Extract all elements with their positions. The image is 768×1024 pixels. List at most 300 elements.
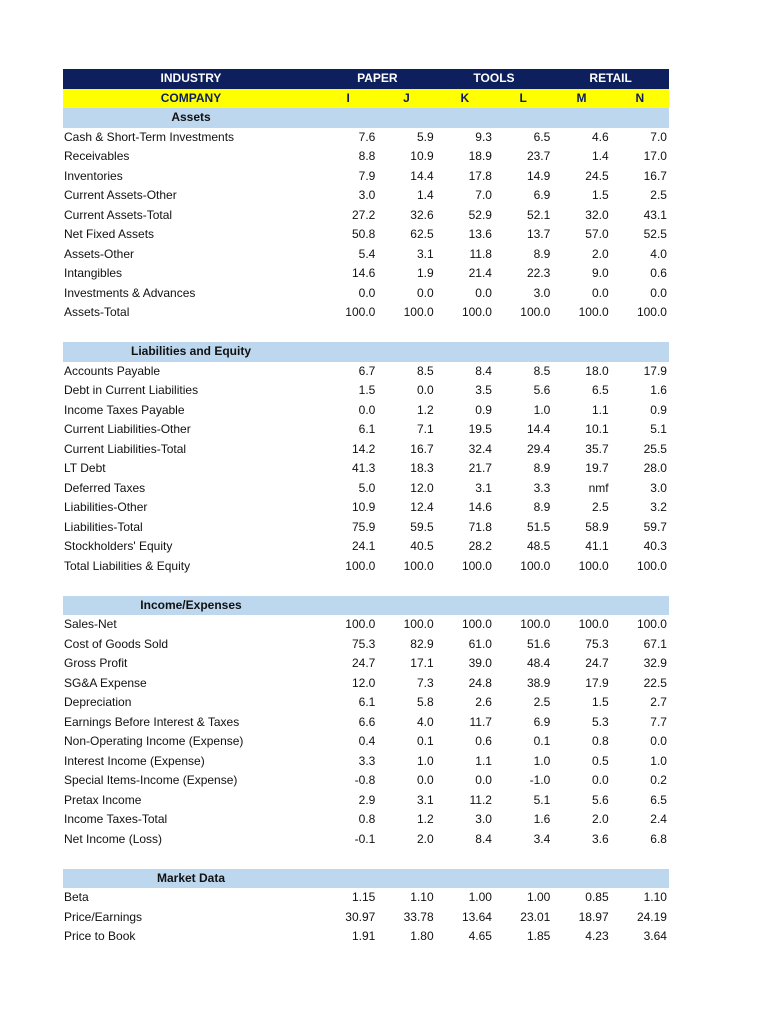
value-cell: 6.9 xyxy=(533,714,551,729)
table-row xyxy=(63,693,669,713)
value-cell: 21.4 xyxy=(468,266,492,280)
value-cell: 24.8 xyxy=(468,675,492,690)
value-cell: 6.8 xyxy=(650,831,667,846)
value-cell: 14.9 xyxy=(526,168,551,183)
value-cell: 3.3 xyxy=(533,480,551,495)
row-label: Assets-Other xyxy=(64,246,135,261)
row-label: Investments & Advances xyxy=(64,285,196,300)
row-label: Price to Book xyxy=(64,929,136,943)
value-cell: 24.5 xyxy=(585,168,609,183)
value-cell: 28.2 xyxy=(468,539,492,553)
industry-label: INDUSTRY xyxy=(160,71,222,85)
value-cell: 1.15 xyxy=(351,890,376,904)
value-cell: 10.9 xyxy=(410,149,434,163)
value-cell: 0.1 xyxy=(416,734,434,748)
value-cell: 6.1 xyxy=(358,422,376,436)
value-cell: 0.6 xyxy=(650,266,667,280)
value-cell: 2.6 xyxy=(475,695,492,709)
value-cell: 5.1 xyxy=(650,422,667,436)
value-cell: 100.0 xyxy=(403,558,434,573)
value-cell: 0.9 xyxy=(650,402,667,417)
value-cell: 1.5 xyxy=(591,188,609,202)
value-cell: 1.5 xyxy=(358,383,376,397)
value-cell: 1.0 xyxy=(650,753,667,768)
row-label: Pretax Income xyxy=(64,792,142,807)
value-cell: 62.5 xyxy=(410,227,434,241)
section-header-blank xyxy=(494,342,552,362)
value-cell: 3.6 xyxy=(591,831,609,846)
value-cell: 52.1 xyxy=(526,207,551,222)
table-row xyxy=(63,498,669,518)
row-label: Total Liabilities & Equity xyxy=(64,558,191,573)
value-cell: 2.5 xyxy=(650,188,667,202)
value-cell: 1.1 xyxy=(475,753,492,768)
value-cell: 41.3 xyxy=(351,461,376,475)
value-cell: -0.1 xyxy=(354,831,376,846)
value-cell: 33.78 xyxy=(403,909,434,924)
value-cell: 5.0 xyxy=(358,480,376,495)
value-cell: 100.0 xyxy=(636,617,667,631)
value-cell: 6.5 xyxy=(650,792,667,807)
value-cell: 23.01 xyxy=(520,909,551,924)
row-label: Earnings Before Interest & Taxes xyxy=(64,714,240,729)
value-cell: 1.4 xyxy=(591,149,609,163)
value-cell: 1.2 xyxy=(416,812,434,826)
value-cell: 32.9 xyxy=(643,656,667,670)
value-cell: 14.4 xyxy=(526,422,551,436)
section-header-blank xyxy=(552,108,610,128)
value-cell: 6.7 xyxy=(358,363,376,378)
row-label: Interest Income (Expense) xyxy=(64,753,205,768)
row-label: Income Taxes-Total xyxy=(64,812,168,826)
section-header xyxy=(63,869,669,889)
value-cell: 1.91 xyxy=(351,929,376,943)
value-cell: 1.85 xyxy=(526,929,551,943)
value-cell: 1.9 xyxy=(416,266,434,280)
value-cell: 2.0 xyxy=(591,246,609,261)
row-label: Gross Profit xyxy=(64,656,128,670)
value-cell: 13.7 xyxy=(526,227,551,241)
value-cell: 11.7 xyxy=(469,714,492,729)
table-row xyxy=(63,303,669,323)
value-cell: 12.0 xyxy=(410,480,434,495)
value-cell: 0.8 xyxy=(358,812,376,826)
table-row xyxy=(63,245,669,265)
value-cell: 0.0 xyxy=(475,285,492,300)
value-cell: 22.3 xyxy=(526,266,551,280)
value-cell: 2.0 xyxy=(416,831,434,846)
value-cell: 59.5 xyxy=(410,519,434,534)
value-cell: 6.6 xyxy=(358,714,376,729)
value-cell: 12.4 xyxy=(410,500,434,514)
value-cell: 100.0 xyxy=(461,558,492,573)
value-cell: 1.6 xyxy=(533,812,551,826)
value-cell: 7.3 xyxy=(416,675,434,690)
value-cell: 2.5 xyxy=(591,500,609,514)
section-header-blank xyxy=(611,596,669,616)
value-cell: 6.1 xyxy=(358,695,376,709)
table-row xyxy=(63,518,669,538)
value-cell: 100.0 xyxy=(403,305,434,319)
section-header-blank xyxy=(552,596,610,616)
value-cell: 3.0 xyxy=(650,480,667,495)
value-cell: 0.2 xyxy=(650,773,667,787)
value-cell: 3.0 xyxy=(533,285,551,300)
table-row xyxy=(63,186,669,206)
value-cell: 16.7 xyxy=(410,441,434,456)
value-cell: 50.8 xyxy=(351,227,376,241)
value-cell: 0.0 xyxy=(475,773,492,787)
industry-group-tools: TOOLS xyxy=(473,71,515,85)
value-cell: 75.3 xyxy=(585,636,609,651)
row-label: Debt in Current Liabilities xyxy=(64,383,199,397)
value-cell: 1.0 xyxy=(416,753,434,768)
row-label: Accounts Payable xyxy=(64,363,161,378)
row-label: Current Liabilities-Total xyxy=(64,441,187,456)
value-cell: 6.5 xyxy=(533,129,551,144)
table-row xyxy=(63,810,669,830)
value-cell: 3.0 xyxy=(358,188,376,202)
value-cell: 0.5 xyxy=(591,753,609,768)
table-row xyxy=(63,713,669,733)
value-cell: 12.0 xyxy=(351,675,376,690)
value-cell: 8.9 xyxy=(533,246,551,261)
value-cell: 7.6 xyxy=(358,129,376,144)
value-cell: 100.0 xyxy=(578,305,609,319)
value-cell: 100.0 xyxy=(403,617,434,631)
row-label: Inventories xyxy=(64,168,123,183)
table-row xyxy=(63,440,669,460)
section-header-blank xyxy=(436,342,494,362)
value-cell: 0.1 xyxy=(533,734,551,748)
table-row xyxy=(63,479,669,499)
value-cell: 82.9 xyxy=(410,636,434,651)
value-cell: 5.6 xyxy=(533,383,551,397)
section-header-blank xyxy=(494,596,552,616)
table-row xyxy=(63,830,669,850)
section-header-blank xyxy=(611,869,669,889)
value-cell: 3.1 xyxy=(475,480,492,495)
table-row xyxy=(63,537,669,557)
value-cell: 10.1 xyxy=(585,422,609,436)
value-cell: 18.97 xyxy=(578,909,609,924)
value-cell: 7.7 xyxy=(650,714,667,729)
row-label: Stockholders' Equity xyxy=(64,539,173,553)
value-cell: 17.9 xyxy=(643,363,667,378)
value-cell: 61.0 xyxy=(468,636,492,651)
table-row xyxy=(63,206,669,226)
section-header-blank xyxy=(319,342,377,362)
table-row xyxy=(63,362,669,382)
value-cell: 1.0 xyxy=(533,753,551,768)
value-cell: 3.5 xyxy=(475,383,492,397)
company-code: I xyxy=(346,90,350,105)
row-label: Intangibles xyxy=(64,266,123,280)
value-cell: 0.6 xyxy=(475,734,492,748)
value-cell: 0.0 xyxy=(650,734,667,748)
value-cell: 2.9 xyxy=(358,792,376,807)
value-cell: 0.0 xyxy=(358,285,376,300)
value-cell: 4.23 xyxy=(585,929,609,943)
table-row xyxy=(63,225,669,245)
company-code: N xyxy=(635,90,645,105)
row-label: Liabilities-Total xyxy=(64,519,143,534)
value-cell: 18.9 xyxy=(468,149,492,163)
value-cell: 17.0 xyxy=(643,149,667,163)
value-cell: 27.2 xyxy=(351,207,376,222)
section-header-blank xyxy=(494,869,552,889)
value-cell: 58.9 xyxy=(585,519,609,534)
company-code: L xyxy=(519,90,527,105)
value-cell: 0.0 xyxy=(416,383,434,397)
section-header-blank xyxy=(552,342,610,362)
value-cell: 1.00 xyxy=(468,890,492,904)
row-label: Depreciation xyxy=(64,695,132,709)
value-cell: 1.0 xyxy=(533,402,551,417)
section-spacer xyxy=(63,576,669,596)
section-header-blank xyxy=(552,869,610,889)
value-cell: -1.0 xyxy=(529,773,551,787)
table-row xyxy=(63,557,669,577)
value-cell: 51.5 xyxy=(526,519,551,534)
row-label: Current Liabilities-Other xyxy=(64,422,191,436)
value-cell: 0.0 xyxy=(416,773,434,787)
value-cell: 100.0 xyxy=(461,305,492,319)
value-cell: 0.0 xyxy=(591,285,609,300)
value-cell: 5.9 xyxy=(416,129,434,144)
sections-container xyxy=(63,108,669,947)
value-cell: 3.1 xyxy=(416,246,434,261)
value-cell: 8.4 xyxy=(475,363,492,378)
row-label: Beta xyxy=(64,890,89,904)
value-cell: 6.5 xyxy=(591,383,609,397)
value-cell: 11.2 xyxy=(469,792,492,807)
value-cell: 3.2 xyxy=(650,500,667,514)
value-cell: 5.8 xyxy=(416,695,434,709)
value-cell: 0.0 xyxy=(358,402,376,417)
value-cell: 32.6 xyxy=(410,207,434,222)
value-cell: 32.0 xyxy=(585,207,609,222)
section-header-blank xyxy=(436,596,494,616)
value-cell: 13.64 xyxy=(461,909,492,924)
value-cell: 3.0 xyxy=(475,812,492,826)
row-label: LT Debt xyxy=(64,461,106,475)
value-cell: 100.0 xyxy=(636,305,667,319)
section-header-blank xyxy=(436,869,494,889)
table-row xyxy=(63,147,669,167)
value-cell: 100.0 xyxy=(520,617,551,631)
value-cell: 21.7 xyxy=(468,461,492,475)
value-cell: 0.9 xyxy=(475,402,492,417)
row-label: Income Taxes Payable xyxy=(64,402,185,417)
value-cell: 16.7 xyxy=(643,168,667,183)
value-cell: 17.9 xyxy=(585,675,609,690)
value-cell: 9.0 xyxy=(591,266,609,280)
value-cell: 24.7 xyxy=(351,656,376,670)
value-cell: 100.0 xyxy=(520,558,551,573)
section-title: Market Data xyxy=(156,870,226,885)
row-label: Sales-Net xyxy=(64,617,117,631)
value-cell: 57.0 xyxy=(585,227,609,241)
value-cell: 7.0 xyxy=(475,188,492,202)
value-cell: 100.0 xyxy=(520,305,551,319)
table-row xyxy=(63,732,669,752)
value-cell: 8.9 xyxy=(533,461,551,475)
value-cell: 9.3 xyxy=(475,129,492,144)
value-cell: 5.3 xyxy=(591,714,609,729)
table-row xyxy=(63,888,669,908)
value-cell: 71.8 xyxy=(468,519,492,534)
value-cell: 4.0 xyxy=(650,246,667,261)
value-cell: 0.8 xyxy=(591,734,609,748)
industry-group-retail: RETAIL xyxy=(589,71,632,85)
value-cell: 100.0 xyxy=(345,305,376,319)
section-header-blank xyxy=(611,342,669,362)
industry-header-row xyxy=(63,69,669,89)
value-cell: 14.4 xyxy=(410,168,434,183)
row-label: Cost of Goods Sold xyxy=(64,636,169,651)
value-cell: 19.7 xyxy=(585,461,609,475)
value-cell: 3.3 xyxy=(358,753,376,768)
table-row xyxy=(63,167,669,187)
table-row xyxy=(63,401,669,421)
section-title: Liabilities and Equity xyxy=(130,344,252,358)
section-header-blank xyxy=(494,108,552,128)
value-cell: 51.6 xyxy=(526,636,551,651)
value-cell: -0.8 xyxy=(354,773,376,787)
value-cell: 5.1 xyxy=(533,792,551,807)
value-cell: 13.6 xyxy=(468,227,492,241)
value-cell: 11.8 xyxy=(469,246,492,261)
value-cell: 52.5 xyxy=(643,227,667,241)
row-label: Deferred Taxes xyxy=(64,480,146,495)
section-spacer xyxy=(63,849,669,869)
company-code: K xyxy=(460,90,470,105)
section-header xyxy=(63,596,669,616)
value-cell: 4.6 xyxy=(591,129,609,144)
value-cell: 0.0 xyxy=(416,285,434,300)
section-spacer xyxy=(63,323,669,343)
company-code: J xyxy=(403,90,410,105)
value-cell: 75.9 xyxy=(351,519,376,534)
section-header-blank xyxy=(319,596,377,616)
section-header-blank xyxy=(319,108,377,128)
value-cell: 1.4 xyxy=(416,188,434,202)
value-cell: 18.0 xyxy=(585,363,609,378)
value-cell: 40.3 xyxy=(643,539,667,553)
table-row xyxy=(63,615,669,635)
value-cell: 1.10 xyxy=(410,890,434,904)
table-row xyxy=(63,674,669,694)
row-label: Current Assets-Total xyxy=(64,207,173,222)
section-header-blank xyxy=(377,869,435,889)
section-title: Assets xyxy=(171,110,211,124)
value-cell: 2.7 xyxy=(650,695,667,709)
value-cell: 18.3 xyxy=(410,461,434,475)
table-row xyxy=(63,771,669,791)
value-cell: 1.10 xyxy=(643,890,667,904)
section-header-blank xyxy=(319,869,377,889)
value-cell: 100.0 xyxy=(578,617,609,631)
section-title: Income/Expenses xyxy=(140,597,242,612)
value-cell: 67.1 xyxy=(643,636,667,651)
value-cell: 3.64 xyxy=(643,929,667,943)
value-cell: 1.5 xyxy=(591,695,609,709)
table-row xyxy=(63,264,669,284)
row-label: Non-Operating Income (Expense) xyxy=(64,734,244,748)
industry-group-paper: PAPER xyxy=(357,71,398,85)
value-cell: 8.9 xyxy=(533,500,551,514)
value-cell: 38.9 xyxy=(526,675,551,690)
value-cell: 17.8 xyxy=(468,168,492,183)
value-cell: 2.4 xyxy=(650,812,667,826)
table-row xyxy=(63,791,669,811)
financial-ratio-table xyxy=(63,69,669,947)
value-cell: 14.2 xyxy=(351,441,376,456)
value-cell: 6.9 xyxy=(533,188,551,202)
table-row xyxy=(63,635,669,655)
value-cell: 14.6 xyxy=(351,266,376,280)
value-cell: 24.7 xyxy=(585,656,609,670)
row-label: Current Assets-Other xyxy=(64,188,177,202)
value-cell: 43.1 xyxy=(643,207,667,222)
value-cell: 32.4 xyxy=(468,441,492,456)
value-cell: 30.97 xyxy=(345,909,376,924)
section-header-blank xyxy=(377,596,435,616)
table-row xyxy=(63,128,669,148)
table-row xyxy=(63,459,669,479)
value-cell: 10.9 xyxy=(351,500,376,514)
table-row xyxy=(63,908,669,928)
section-header-blank xyxy=(377,108,435,128)
value-cell: 8.4 xyxy=(475,831,492,846)
section-header xyxy=(63,342,669,362)
section-header-blank xyxy=(611,108,669,128)
table-row xyxy=(63,420,669,440)
row-label: Assets-Total xyxy=(64,305,130,319)
row-label: SG&A Expense xyxy=(64,675,147,690)
value-cell: 22.5 xyxy=(643,675,667,690)
value-cell: 5.6 xyxy=(591,792,609,807)
value-cell: 35.7 xyxy=(585,441,609,456)
row-label: Price/Earnings xyxy=(64,909,143,924)
row-label: Net Income (Loss) xyxy=(64,831,163,846)
value-cell: 75.3 xyxy=(351,636,376,651)
value-cell: 48.5 xyxy=(526,539,551,553)
row-label: Liabilities-Other xyxy=(64,500,148,514)
value-cell: 25.5 xyxy=(643,441,667,456)
section-header-blank xyxy=(377,342,435,362)
value-cell: 0.85 xyxy=(585,890,609,904)
value-cell: 0.4 xyxy=(358,734,376,748)
table-row xyxy=(63,284,669,304)
value-cell: 7.9 xyxy=(358,168,376,183)
value-cell: 8.5 xyxy=(416,363,434,378)
value-cell: 19.5 xyxy=(468,422,492,436)
section-header xyxy=(63,108,669,128)
value-cell: 0.0 xyxy=(591,773,609,787)
value-cell: 5.4 xyxy=(358,246,376,261)
row-label: Cash & Short-Term Investments xyxy=(64,129,235,144)
value-cell: 3.1 xyxy=(416,792,434,807)
value-cell: 0.0 xyxy=(650,285,667,300)
value-cell: 1.80 xyxy=(410,929,434,943)
company-label: COMPANY xyxy=(160,90,222,105)
value-cell: 100.0 xyxy=(345,558,376,573)
row-label: Net Fixed Assets xyxy=(64,227,155,241)
value-cell: 7.1 xyxy=(416,422,434,436)
value-cell: 1.00 xyxy=(526,890,551,904)
